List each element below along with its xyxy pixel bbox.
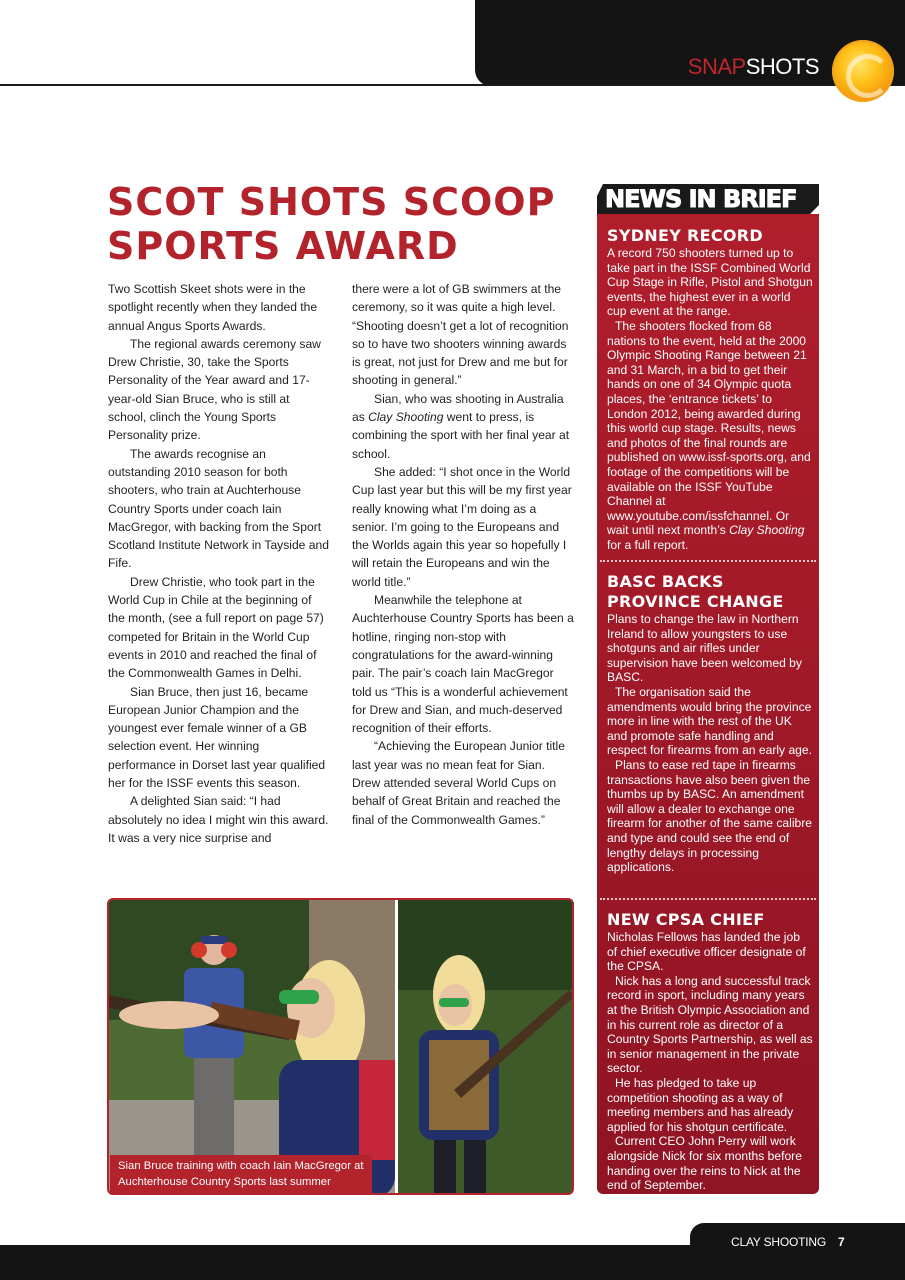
paragraph: Sian Bruce, then just 16, became European Junior Champion and the youngest ever female winner of a GB selection event. Her winning performance in Dorset last year qualified her for the ISSF events this season. bbox=[108, 684, 326, 791]
paragraph: Meanwhile the telephone at Auchterhouse Country Sports has been a hotline, ringing non-stop with congratulations for the award-winning pair. The pair’s coach Iain MacGregor told us “This is a wonderful achievement for Drew and Sian, and much-deserved recognition of their efforts. bbox=[352, 593, 574, 736]
paragraph bbox=[607, 319, 813, 553]
news-divider bbox=[600, 560, 816, 562]
photo-illustration bbox=[109, 900, 574, 1195]
article-column-2 bbox=[352, 280, 574, 829]
section-label bbox=[688, 56, 819, 78]
footer-folio bbox=[731, 1235, 844, 1249]
paragraph: Drew Christie, who took part in the World Cup in Chile at the beginning of the month, (see a full report on page 57) competed for Britain in the World Cup events in 2010 and reached the final of the Commonwealth Games in Delhi. bbox=[108, 574, 324, 681]
paragraph: Nick has a long and successful track record in sport, including many years at the British Olympic Association and in his current role as director of a Country Sports Partnership, as well as in senior management in the private sector. bbox=[607, 973, 813, 1076]
headline-line-1: SCOT SHOTS SCOOP bbox=[107, 180, 556, 224]
paragraph: Nicholas Fellows has landed the job of chief executive officer designate of the CPSA. bbox=[607, 930, 806, 974]
news-item-sydney-record bbox=[607, 226, 813, 552]
paragraph: Plans to change the law in Northern Ireland to allow youngsters to use shotguns and air rifles under supervision have been welcomed by BASC. bbox=[607, 612, 802, 685]
paragraph: The regional awards ceremony saw Drew Christie, 30, take the Sports Personality of the Year award and 17-year-old Sian Bruce, who is still at school, clinch the Young Sports Personality prize. bbox=[108, 336, 321, 443]
paragraph: He has pledged to take up competition shooting as a way of meeting members and has already applied for his shotgun certificate. bbox=[607, 1075, 794, 1134]
paragraph: there were a lot of GB swimmers at the ceremony, so it was quite a high level. “Shooting doesn’t get a lot of recognition so to have two shooters winning awards is great, not just for Drew and me but for shooting in general.” bbox=[352, 282, 569, 388]
magazine-title: Clay Shooting bbox=[729, 523, 805, 538]
paragraph: A delighted Sian said: “I had absolutely no idea I might win this award. It was a very nice surprise and bbox=[108, 794, 329, 845]
headline-line-2: SPORTS AWARD bbox=[107, 224, 459, 268]
paragraph: Current CEO John Perry will work alongside Nick for six months before handing over the reins to Nick at the end of September. bbox=[607, 1134, 802, 1193]
news-divider bbox=[600, 898, 816, 900]
news-item-heading: SYDNEY RECORD bbox=[607, 226, 763, 245]
article-column-1 bbox=[108, 280, 330, 847]
section-label-red: SNAP bbox=[687, 54, 746, 79]
paragraph: A record 750 shooters turned up to take part in the ISSF Combined World Cup Stage in Rifle, Pistol and Shotgun events, the highest ever in a world cup event at the range. bbox=[607, 246, 813, 319]
article-photo bbox=[107, 898, 574, 1195]
paragraph: She added: “I shot once in the World Cup last year but this will be my first year really knowing what I’m doing as a senior. I’m going to the Europeans and the Worlds again this year so hopefully I will retain the Europeans and win the world title.” bbox=[352, 464, 572, 589]
header-rule bbox=[0, 84, 905, 86]
news-item-basc bbox=[607, 572, 813, 875]
magazine-title: Clay Shooting bbox=[368, 410, 444, 425]
page-number: 7 bbox=[837, 1235, 845, 1249]
text-run: for a full report. bbox=[607, 537, 689, 552]
paragraph: Two Scottish Skeet shots were in the spotlight recently when they landed the annual Angus Sports Awards. bbox=[108, 282, 318, 333]
article-headline bbox=[107, 180, 577, 268]
paragraph: Plans to ease red tape in firearms transactions have also been given the thumbs up by BASC. An amendment will allow a dealer to exchange one firearm for another of the same calibre and type and could see the end of lengthy delays in processing applications. bbox=[607, 757, 813, 875]
news-item-heading: BASC BACKS PROVINCE CHANGE bbox=[607, 572, 784, 611]
photo-caption: Sian Bruce training with coach Iain MacGregor at Auchterhouse Country Sports last summer bbox=[110, 1155, 372, 1194]
text-run: Sian, who was shooting in Australia as bbox=[352, 391, 564, 425]
paragraph: The organisation said the amendments would bring the province more in line with the rest of the UK and promote safe handling and respect for firearms from an early age. bbox=[607, 684, 812, 758]
news-in-brief-header bbox=[597, 184, 819, 214]
news-item-cpsa bbox=[607, 910, 813, 1193]
paragraph bbox=[352, 390, 574, 463]
section-label-white: SHOTS bbox=[745, 54, 819, 79]
text-run: went to press, is combining the sport with her final year at school. bbox=[352, 410, 570, 461]
paragraph: “Achieving the European Junior title last year was no mean feat for Sian. Drew attended several World Cups on behalf of Great Britain and reached the final of the Commonwealth Games.” bbox=[352, 739, 565, 827]
target-logo-icon bbox=[832, 40, 894, 102]
paragraph: The awards recognise an outstanding 2010 season for both shooters, who train at Auchterhouse Country Sports under coach Iain MacGregor, with backing from the Sport Scotland Institute Network in Tayside and Fife. bbox=[108, 446, 329, 571]
news-item-heading: NEW CPSA CHIEF bbox=[607, 910, 765, 929]
news-in-brief-title: NEWS IN BRIEF bbox=[605, 185, 797, 213]
magazine-name: CLAY SHOOTING bbox=[731, 1235, 826, 1249]
text-run: The shooters flocked from 68 nations to the event, held at the 2000 Olympic Shooting Range between 21 and 31 March, in a bid to get their hands on one of 34 Olympic quota places, the ‘entrance tickets’ to London 2012, being awarded during this world cup stage. Results, news and photos of the final rounds are published on www.issf-sports.org, and footage of the competitions will be available on the ISSF YouTube Channel at www.youtube.com/issfchannel. Or wait until next month’s bbox=[607, 318, 811, 538]
